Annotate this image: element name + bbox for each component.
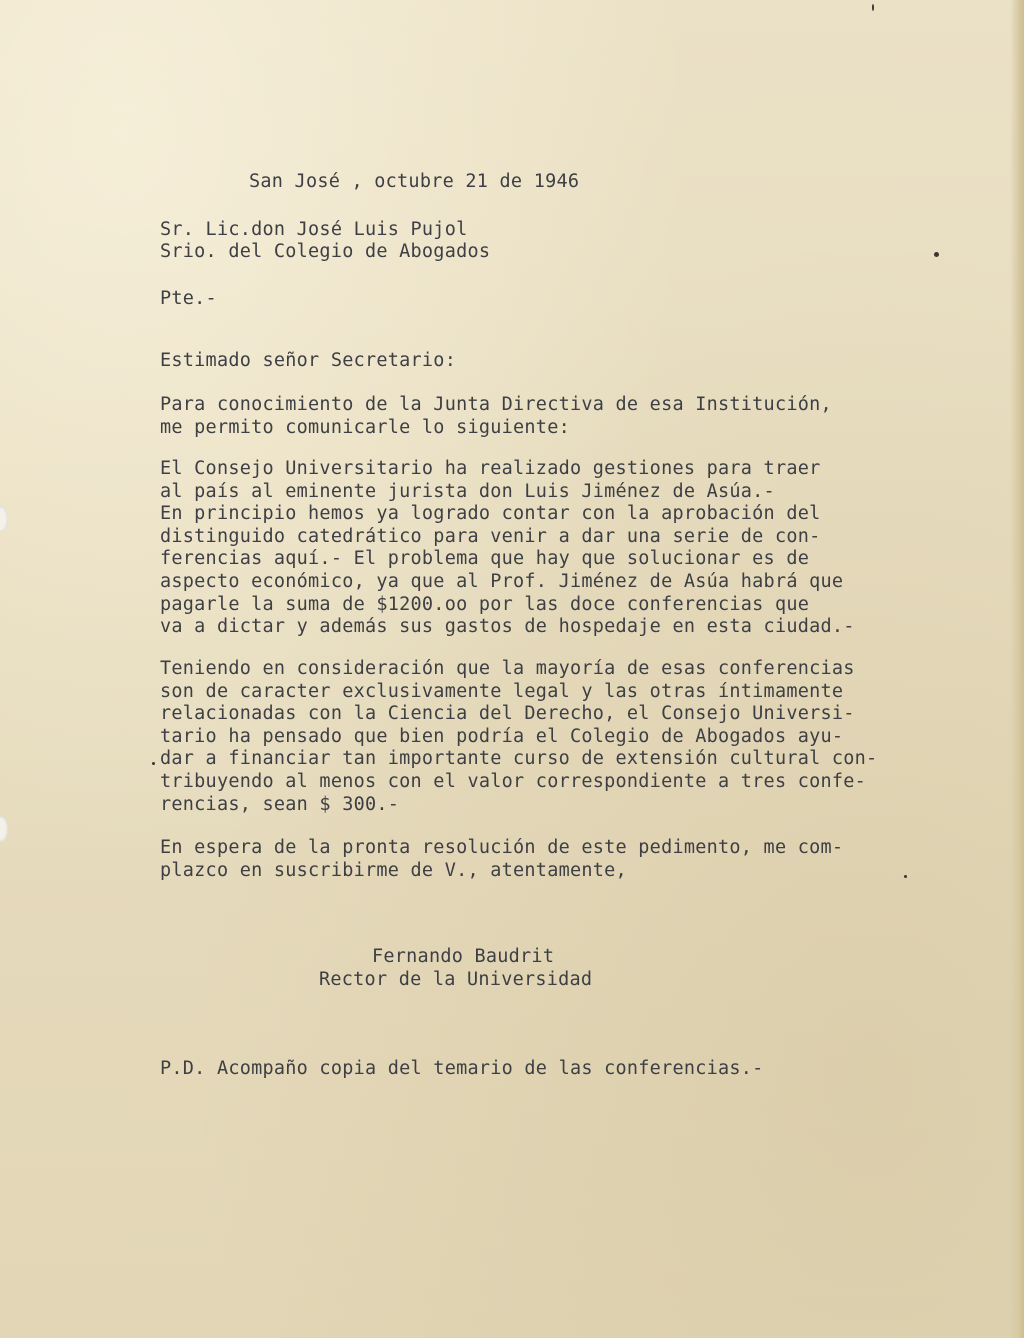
- paragraph-line: distinguido catedrático para venir a dar una serie de con-: [160, 525, 821, 547]
- body-paragraph-1: [160, 394, 832, 439]
- paragraph-line: dar a financiar tan importante curso de extensión cultural con-: [160, 748, 878, 770]
- paragraph-line: Para conocimiento de la Junta Directiva de esa Institución,: [160, 394, 832, 415]
- paragraph-line: En principio hemos ya logrado contar con la aprobación del: [160, 503, 821, 525]
- paragraph-line: Teniendo en consideración que la mayoría de esas conferencias: [160, 658, 855, 679]
- body-paragraph-2: [160, 458, 855, 639]
- signer-title: Rector de la Universidad: [319, 969, 593, 990]
- paragraph-line: El Consejo Universitario ha realizado gestiones para traer: [160, 458, 821, 479]
- paragraph-line: me permito comunicarle lo siguiente:: [160, 416, 570, 438]
- paragraph-line: va a dictar y además sus gastos de hospedaje en esta ciudad.-: [160, 616, 855, 638]
- paper-edge: [1010, 0, 1024, 1338]
- recipient-name: Sr. Lic.don José Luis Pujol: [160, 219, 468, 240]
- ink-speck: [904, 875, 907, 878]
- paragraph-line: son de caracter exclusivamente legal y las otras íntimamente: [160, 680, 844, 702]
- ink-speck: [934, 252, 939, 257]
- postscript: P.D. Acompaño copia del temario de las conferencias.-: [160, 1058, 764, 1079]
- paragraph-line: En espera de la pronta resolución de este pedimento, me com-: [160, 837, 844, 858]
- body-paragraph-3: [160, 658, 877, 816]
- signer-name: Fernando Baudrit: [372, 946, 555, 967]
- ink-speck: [872, 4, 874, 11]
- paragraph-line: relacionadas con la Ciencia del Derecho, el Consejo Universi-: [160, 703, 855, 725]
- salutation: Estimado señor Secretario:: [160, 350, 457, 371]
- punch-hole: [0, 816, 8, 842]
- paragraph-line: tribuyendo al menos con el valor correspondiente a tres confe-: [160, 770, 867, 792]
- paragraph-line: ferencias aquí.- El problema que hay que solucionar es de: [160, 548, 810, 570]
- paragraph-line: aspecto económico, ya que al Prof. Jiménez de Asúa habrá que: [160, 570, 844, 592]
- ink-speck: [152, 762, 155, 765]
- punch-hole: [0, 506, 8, 532]
- paragraph-line: rencias, sean $ 300.-: [160, 793, 400, 815]
- body-paragraph-4: [160, 837, 843, 882]
- recipient-position: Srio. del Colegio de Abogados: [160, 241, 491, 262]
- paragraph-line: plazco en suscribirme de V., atentamente,: [160, 859, 627, 881]
- paragraph-line: al país al eminente jurista don Luis Jiménez de Asúa.-: [160, 480, 775, 502]
- paragraph-line: pagarle la suma de $1200.oo por las doce conferencias que: [160, 593, 810, 615]
- recipient-location: Pte.-: [160, 288, 217, 309]
- letter-date: San José , octubre 21 de 1946: [249, 171, 580, 192]
- paragraph-line: tario ha pensado que bien podría el Colegio de Abogados ayu-: [160, 725, 844, 747]
